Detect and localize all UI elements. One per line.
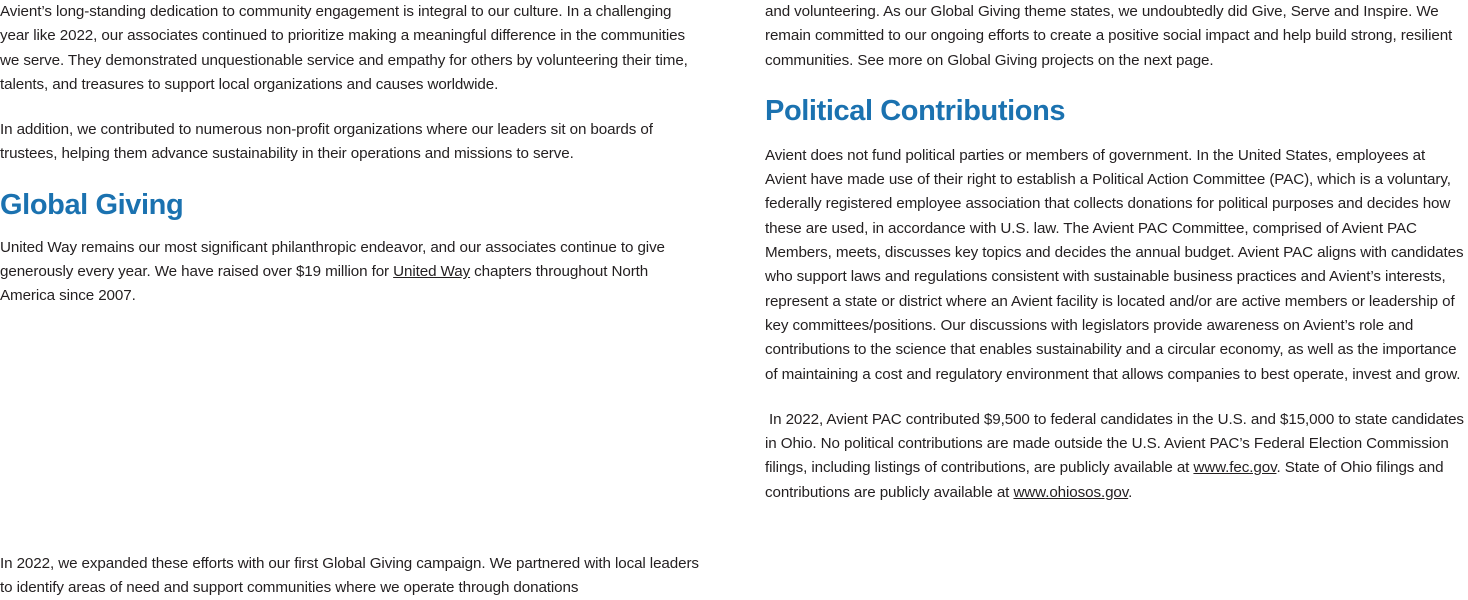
image-placeholder-area bbox=[0, 330, 700, 552]
pac-text-pre: In 2022, Avient PAC contributed $9,500 to federal candidates in the U.S. and $15,000 to state candidates in Ohio. No political contributions are made outside the U.S. Avient PAC’s Federal Election Commission filings, including listings of contributions, are publicly available at bbox=[765, 410, 1464, 477]
political-contributions-heading: Political Contributions bbox=[765, 94, 1066, 127]
global-giving-heading: Global Giving bbox=[0, 188, 184, 221]
left-column bbox=[0, 0, 700, 600]
pac-text-post: . bbox=[1128, 483, 1133, 501]
global-giving-bottom-paragraph: In 2022, we expanded these efforts with our first Global Giving campaign. We partnered with local leaders to identify areas of need and support communities where we operate through donations bbox=[0, 554, 699, 596]
united-way-link[interactable]: United Way bbox=[393, 263, 471, 281]
global-giving-text-pre: United Way remains our most significant philanthropic endeavor, and our associates continue to give generously every year. We have raised over $19 million for bbox=[0, 238, 665, 281]
intro-paragraph-2: In addition, we contributed to numerous non-profit organizations where our leaders sit on boards of trustees, helping them advance sustainability in their operations and missions to serve. bbox=[0, 121, 653, 163]
global-giving-text-post: chapters throughout North America since 2007. bbox=[0, 263, 649, 305]
ohiosos-gov-link[interactable]: www.ohiosos.gov bbox=[1013, 483, 1129, 501]
intro-paragraph-1: Avient’s long-standing dedication to community engagement is integral to our culture. In a challenging year like 2022, our associates continued to prioritize making a meaningful difference in the communities we serve. They demonstrated unquestionable service and empathy for others by volunteering their time, talents, and treasures to support local organizations and causes worldwide. bbox=[0, 3, 688, 93]
right-column bbox=[765, 0, 1468, 526]
fec-gov-link[interactable]: www.fec.gov bbox=[1193, 459, 1277, 477]
political-contributions-paragraph: Avient does not fund political parties or members of government. In the United States, employees at Avient have made use of their right to establish a Political Action Committee (PAC), which is a voluntary, federally registered employee association that collects donations for political purposes and decides how these are used, in accordance with U.S. law. The Avient PAC Committee, comprised of Avient PAC Members, meets, discusses key topics and decides the annual budget. Avient PAC aligns with candidates who support laws and regulations consistent with sustainable business practices and Avient’s interests, represent a state or district where an Avient facility is located and/or are active members or leadership of key committees/positions. Our discussions with legislators provide awareness on Avient’s role and contributions to the science that enables sustainability and a circular economy, as well as the importance of maintaining a cost and regulatory environment that allows companies to best operate, invest and grow. bbox=[765, 146, 1464, 383]
continuation-paragraph: and volunteering. As our Global Giving theme states, we undoubtedly did Give, Serve and Inspire. We remain committed to our ongoing efforts to create a positive social impact and help build strong, resilient communities. See more on Global Giving projects on the next page. bbox=[765, 3, 1453, 69]
pac-contributions-paragraph bbox=[765, 408, 1468, 505]
global-giving-paragraph bbox=[0, 236, 700, 309]
pac-text-mid: . State of Ohio filings and contributions are publicly available at bbox=[765, 459, 1444, 501]
